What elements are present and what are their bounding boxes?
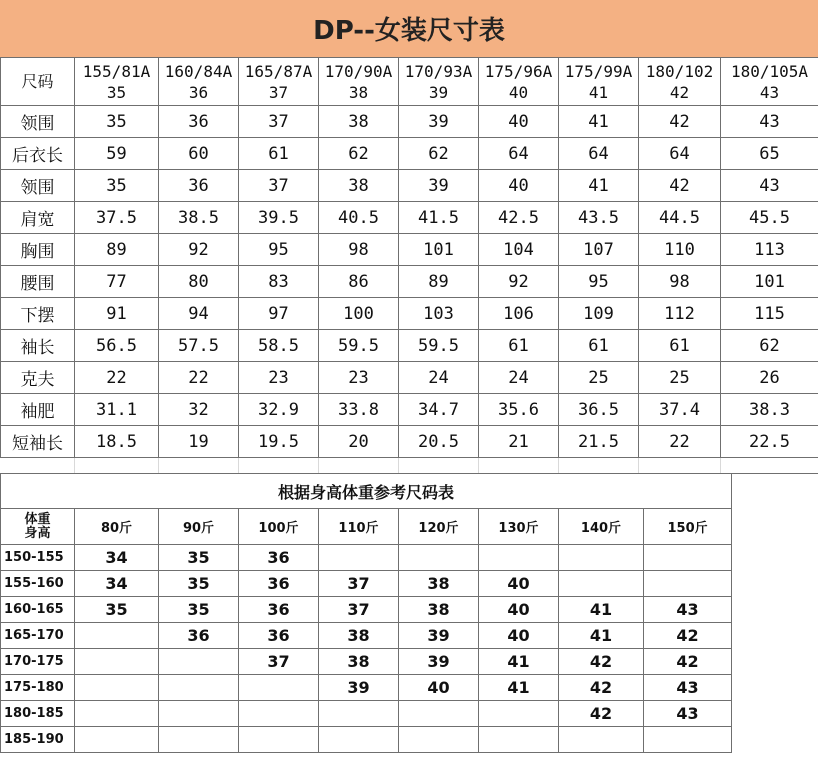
recommended-size: 41 (479, 675, 559, 701)
measurement-value: 21.5 (559, 426, 639, 458)
recommended-size (644, 545, 732, 571)
size-number: 43 (759, 82, 780, 102)
measurement-value: 64 (559, 138, 639, 170)
measurement-value: 89 (399, 266, 479, 298)
measurement-value: 32 (159, 394, 239, 426)
weight-header: 100斤 (239, 509, 319, 545)
reference-title-row (1, 474, 732, 509)
measurement-value: 91 (75, 298, 159, 330)
measurement-value: 19 (159, 426, 239, 458)
size-reference-table (0, 473, 732, 753)
size-column-header (159, 58, 239, 106)
recommended-size: 37 (239, 649, 319, 675)
measurement-value: 43 (721, 106, 818, 138)
weight-header: 130斤 (479, 509, 559, 545)
measurement-value: 41.5 (399, 202, 479, 234)
measurement-value: 64 (639, 138, 721, 170)
measurement-value: 59.5 (399, 330, 479, 362)
measurement-value: 25 (559, 362, 639, 394)
size-column-header (559, 58, 639, 106)
measurement-value: 103 (399, 298, 479, 330)
size-spec: 170/93A (404, 61, 473, 81)
recommended-size: 43 (644, 675, 732, 701)
measurement-value: 24 (479, 362, 559, 394)
recommended-size: 40 (479, 597, 559, 623)
measurement-value: 39 (399, 170, 479, 202)
recommended-size: 41 (559, 597, 644, 623)
recommended-size (159, 649, 239, 675)
spacer-cell (239, 458, 319, 474)
measurement-value: 44.5 (639, 202, 721, 234)
measurement-label: 肩宽 (1, 202, 75, 234)
recommended-size: 41 (559, 623, 644, 649)
spacer-cell (1, 458, 75, 474)
measurement-value: 22 (75, 362, 159, 394)
size-column-header (239, 58, 319, 106)
size-spec: 175/96A (484, 61, 553, 81)
measurement-value: 37 (239, 170, 319, 202)
measurement-value: 25 (639, 362, 721, 394)
measurement-value: 42 (639, 106, 721, 138)
measurement-label: 短袖长 (1, 426, 75, 458)
table-row (1, 545, 732, 571)
recommended-size (159, 675, 239, 701)
measurement-value: 65 (721, 138, 818, 170)
weight-axis-label: 体重 (24, 511, 51, 527)
recommended-size (479, 727, 559, 753)
measurement-value: 35 (75, 106, 159, 138)
recommended-size (75, 649, 159, 675)
size-number: 36 (188, 82, 209, 102)
measurement-value: 83 (239, 266, 319, 298)
table-row (1, 727, 732, 753)
measurement-value: 101 (399, 234, 479, 266)
size-number: 39 (428, 82, 449, 102)
measurement-value: 22 (159, 362, 239, 394)
recommended-size: 40 (479, 571, 559, 597)
measurement-value: 36 (159, 106, 239, 138)
measurement-value: 115 (721, 298, 818, 330)
spacer-cell (721, 458, 818, 474)
size-number: 42 (669, 82, 690, 102)
measurement-value: 110 (639, 234, 721, 266)
measurement-value: 33.8 (319, 394, 399, 426)
measurement-label: 腰围 (1, 266, 75, 298)
measurement-value: 37.4 (639, 394, 721, 426)
reference-title: 根据身高体重参考尺码表 (1, 474, 732, 509)
measurement-value: 20 (319, 426, 399, 458)
recommended-size (75, 623, 159, 649)
measurement-value: 38 (319, 106, 399, 138)
measurement-value: 100 (319, 298, 399, 330)
recommended-size (75, 701, 159, 727)
size-spec: 180/105A (730, 61, 809, 81)
measurement-value: 38.5 (159, 202, 239, 234)
recommended-size: 37 (319, 571, 399, 597)
recommended-size: 34 (75, 545, 159, 571)
measurement-value: 40 (479, 106, 559, 138)
recommended-size (239, 727, 319, 753)
size-spec: 160/84A (164, 61, 233, 81)
recommended-size: 42 (559, 649, 644, 675)
measurement-value: 60 (159, 138, 239, 170)
size-column-header (399, 58, 479, 106)
recommended-size (319, 727, 399, 753)
measurement-value: 92 (159, 234, 239, 266)
measurement-value: 94 (159, 298, 239, 330)
recommended-size: 42 (559, 675, 644, 701)
measurement-value: 61 (239, 138, 319, 170)
size-spec: 180/102 (645, 61, 714, 81)
measurement-label: 后衣长 (1, 138, 75, 170)
table-row (1, 675, 732, 701)
height-range: 165-170 (1, 623, 75, 649)
measurement-label: 袖长 (1, 330, 75, 362)
recommended-size (159, 701, 239, 727)
size-column-header (319, 58, 399, 106)
table-row (1, 701, 732, 727)
measurement-value: 39.5 (239, 202, 319, 234)
recommended-size: 37 (319, 597, 399, 623)
recommended-size (399, 545, 479, 571)
recommended-size (479, 545, 559, 571)
recommended-size: 35 (159, 571, 239, 597)
recommended-size (239, 701, 319, 727)
measurement-value: 57.5 (159, 330, 239, 362)
table-row (1, 266, 818, 298)
recommended-size (644, 571, 732, 597)
recommended-size (75, 727, 159, 753)
measurement-value: 89 (75, 234, 159, 266)
measurement-value: 101 (721, 266, 818, 298)
measurement-value: 98 (319, 234, 399, 266)
spacer-cell (159, 458, 239, 474)
measurement-value: 86 (319, 266, 399, 298)
measurement-value: 98 (639, 266, 721, 298)
spacer-cell (75, 458, 159, 474)
recommended-size: 43 (644, 597, 732, 623)
size-spec: 175/99A (564, 61, 633, 81)
recommended-size (319, 545, 399, 571)
measurement-value: 56.5 (75, 330, 159, 362)
measurement-value: 21 (479, 426, 559, 458)
spacer-cell (319, 458, 399, 474)
spacer-cell (639, 458, 721, 474)
measurement-value: 113 (721, 234, 818, 266)
height-range: 185-190 (1, 727, 75, 753)
spacer-cell (479, 458, 559, 474)
recommended-size: 36 (239, 597, 319, 623)
measurement-value: 39 (399, 106, 479, 138)
table-row (1, 202, 818, 234)
measurement-value: 97 (239, 298, 319, 330)
recommended-size: 39 (399, 649, 479, 675)
measurement-value: 35 (75, 170, 159, 202)
recommended-size (479, 701, 559, 727)
size-column-header (479, 58, 559, 106)
weight-header: 140斤 (559, 509, 644, 545)
height-range: 180-185 (1, 701, 75, 727)
measurement-value: 31.1 (75, 394, 159, 426)
height-range: 150-155 (1, 545, 75, 571)
measurement-label: 克夫 (1, 362, 75, 394)
measurement-label: 下摆 (1, 298, 75, 330)
measurement-value: 38.3 (721, 394, 818, 426)
measurement-value: 61 (559, 330, 639, 362)
recommended-size: 39 (319, 675, 399, 701)
table-row (1, 330, 818, 362)
measurement-value: 18.5 (75, 426, 159, 458)
measurement-value: 58.5 (239, 330, 319, 362)
measurement-value: 38 (319, 170, 399, 202)
height-axis-label: 身高 (24, 525, 51, 541)
measurement-value: 43 (721, 170, 818, 202)
height-range: 170-175 (1, 649, 75, 675)
recommended-size (559, 545, 644, 571)
measurement-value: 19.5 (239, 426, 319, 458)
recommended-size: 39 (399, 623, 479, 649)
measurement-value: 95 (239, 234, 319, 266)
recommended-size: 36 (239, 571, 319, 597)
measurement-label: 袖肥 (1, 394, 75, 426)
weight-header: 80斤 (75, 509, 159, 545)
table-row (1, 234, 818, 266)
recommended-size: 38 (319, 623, 399, 649)
recommended-size: 35 (159, 597, 239, 623)
table-row (1, 623, 732, 649)
measurement-value: 23 (319, 362, 399, 394)
measurement-value: 62 (319, 138, 399, 170)
measurement-value: 59.5 (319, 330, 399, 362)
measurement-label: 领围 (1, 170, 75, 202)
measurement-value: 35.6 (479, 394, 559, 426)
measurement-value: 22 (639, 426, 721, 458)
measurement-value: 61 (479, 330, 559, 362)
recommended-size (399, 701, 479, 727)
measurement-value: 42 (639, 170, 721, 202)
measurement-value: 62 (399, 138, 479, 170)
size-spec: 155/81A (82, 61, 151, 81)
weight-header-row (1, 509, 732, 545)
recommended-size: 34 (75, 571, 159, 597)
recommended-size: 36 (239, 545, 319, 571)
measurement-value: 80 (159, 266, 239, 298)
measurement-value: 109 (559, 298, 639, 330)
recommended-size: 42 (559, 701, 644, 727)
recommended-size: 35 (75, 597, 159, 623)
size-column-header (75, 58, 159, 106)
size-number: 41 (588, 82, 609, 102)
measurement-value: 92 (479, 266, 559, 298)
table-row (1, 362, 818, 394)
size-number: 37 (268, 82, 289, 102)
size-spec: 165/87A (244, 61, 313, 81)
size-number: 38 (348, 82, 369, 102)
table-row (1, 106, 818, 138)
size-chart-table (0, 57, 818, 474)
height-range: 160-165 (1, 597, 75, 623)
weight-header: 90斤 (159, 509, 239, 545)
size-number: 35 (106, 82, 127, 102)
recommended-size (559, 727, 644, 753)
size-column-header (639, 58, 721, 106)
height-range: 175-180 (1, 675, 75, 701)
recommended-size: 38 (399, 597, 479, 623)
table-row (1, 138, 818, 170)
weight-header: 110斤 (319, 509, 399, 545)
recommended-size: 40 (479, 623, 559, 649)
measurement-value: 40.5 (319, 202, 399, 234)
recommended-size (319, 701, 399, 727)
table-row (1, 298, 818, 330)
spacer-row (1, 458, 818, 474)
measurement-value: 32.9 (239, 394, 319, 426)
size-column-header (721, 58, 818, 106)
table-row (1, 649, 732, 675)
measurement-value: 59 (75, 138, 159, 170)
measurement-value: 20.5 (399, 426, 479, 458)
recommended-size (159, 727, 239, 753)
weight-header: 150斤 (644, 509, 732, 545)
recommended-size (644, 727, 732, 753)
measurement-value: 36 (159, 170, 239, 202)
measurement-value: 37 (239, 106, 319, 138)
size-number: 40 (508, 82, 529, 102)
measurement-value: 23 (239, 362, 319, 394)
table-row (1, 394, 818, 426)
measurement-value: 41 (559, 106, 639, 138)
corner-header (1, 509, 75, 545)
measurement-value: 106 (479, 298, 559, 330)
size-spec: 170/90A (324, 61, 393, 81)
recommended-size: 40 (399, 675, 479, 701)
recommended-size (559, 571, 644, 597)
measurement-value: 22.5 (721, 426, 818, 458)
measurement-value: 37.5 (75, 202, 159, 234)
measurement-value: 45.5 (721, 202, 818, 234)
table-row (1, 571, 732, 597)
measurement-value: 34.7 (399, 394, 479, 426)
measurement-value: 107 (559, 234, 639, 266)
measurement-value: 43.5 (559, 202, 639, 234)
table-row (1, 170, 818, 202)
recommended-size: 42 (644, 623, 732, 649)
spacer-cell (399, 458, 479, 474)
height-range: 155-160 (1, 571, 75, 597)
measurement-value: 95 (559, 266, 639, 298)
measurement-value: 26 (721, 362, 818, 394)
spacer-cell (559, 458, 639, 474)
measurement-value: 42.5 (479, 202, 559, 234)
page-title: DP--女装尺寸表 (0, 0, 818, 58)
recommended-size: 41 (479, 649, 559, 675)
measurement-value: 112 (639, 298, 721, 330)
measurement-label: 领围 (1, 106, 75, 138)
size-header-row (1, 58, 818, 106)
measurement-value: 41 (559, 170, 639, 202)
table-row (1, 597, 732, 623)
recommended-size: 38 (399, 571, 479, 597)
recommended-size (75, 675, 159, 701)
recommended-size: 36 (159, 623, 239, 649)
recommended-size: 42 (644, 649, 732, 675)
measurement-value: 104 (479, 234, 559, 266)
recommended-size (239, 675, 319, 701)
recommended-size: 43 (644, 701, 732, 727)
measurement-value: 24 (399, 362, 479, 394)
table-row (1, 426, 818, 458)
recommended-size (399, 727, 479, 753)
measurement-value: 62 (721, 330, 818, 362)
measurement-value: 40 (479, 170, 559, 202)
recommended-size: 35 (159, 545, 239, 571)
measurement-value: 64 (479, 138, 559, 170)
measurement-value: 77 (75, 266, 159, 298)
measurement-value: 36.5 (559, 394, 639, 426)
size-header-label: 尺码 (1, 58, 75, 106)
measurement-value: 61 (639, 330, 721, 362)
weight-header: 120斤 (399, 509, 479, 545)
recommended-size: 38 (319, 649, 399, 675)
measurement-label: 胸围 (1, 234, 75, 266)
recommended-size: 36 (239, 623, 319, 649)
